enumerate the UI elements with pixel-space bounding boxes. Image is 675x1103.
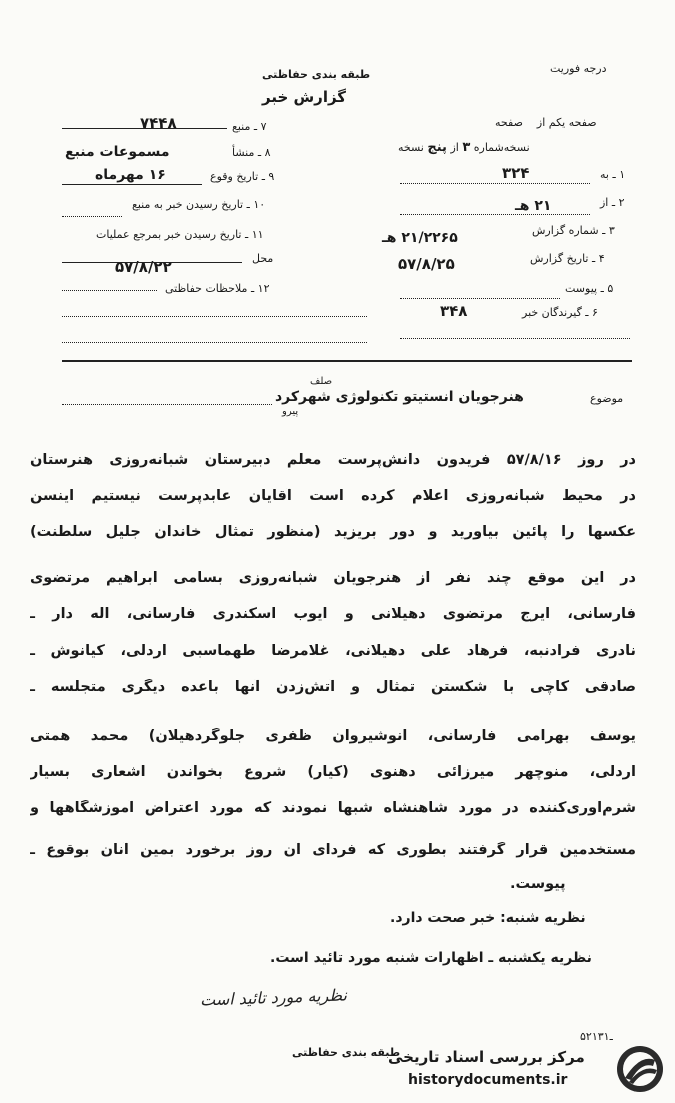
body-line: در این موقع چند نفر از هنرجویان شبانه‌روزی بسامی ابراهیم مرتضوی: [30, 570, 636, 586]
watermark-title: مرکز بررسی اسناد تاریخی: [388, 1048, 585, 1066]
from-label: ۲ ـ از: [600, 196, 625, 209]
to-value: ۳۲۴: [502, 164, 530, 182]
report-no-value: ۲۱/۲۲۶۵ هـ: [382, 230, 458, 246]
body-line: پیوست.: [510, 876, 566, 892]
from-line: [400, 214, 590, 215]
recipients-label: ۶ ـ گیرندگان خبر: [522, 306, 598, 319]
event-date-line: [62, 184, 202, 185]
received-hq-label: ۱۱ ـ تاریخ رسیدن خبر بمرجع عملیات: [96, 228, 264, 241]
body-line: نادری فرادنبه، فرهاد علی دهیلانی، غلامرضا طهماسبی اردلی، کیانوش ـ: [30, 643, 636, 659]
right-blank-line: [400, 338, 630, 339]
security-notes-label: ۱۲ ـ ملاحظات حفاظتی: [165, 282, 270, 295]
subject-line: [62, 404, 272, 405]
body-line: در روز ۵۷/۸/۱۶ فریدون دانش‌پرست معلم دبیرستان شبانه‌روزی هنرستان: [30, 452, 636, 468]
report-date-value: ۵۷/۸/۲۵: [398, 255, 455, 273]
event-date-value: ۱۶ مهرماه: [95, 167, 166, 183]
place-value: ۵۷/۸/۲۲: [115, 258, 172, 276]
body-line: اردلی، منوچهر میرزائی دهنوی (کیار) شروع بخواندن اشعاری بسیار: [30, 764, 636, 780]
subject-note-bottom: پیرو: [282, 406, 299, 417]
body-line: مستخدمین قرار گرفتند بطوری که فردای آن روز برخورد بمین آنان بوقوع ـ: [30, 842, 636, 858]
attachment-label: ۵ ـ پیوست: [565, 282, 614, 295]
attachment-line: [400, 298, 560, 299]
archive-logo-icon: [615, 1044, 665, 1094]
body-line: عکسها را پائین بیاورید و دور بریزید (منظور تمثال خاندان جلیل سلطنت): [30, 524, 636, 540]
subject-text: هنرجویان انستیتو تکنولوژی شهرکرد: [275, 389, 524, 405]
body-line: شرم‌آوری‌کننده در مورد شاهنشاه شبها نمودند که مورد اعتراض آموزشگاهها و: [30, 800, 636, 816]
source-label: ۷ ـ منبع: [232, 120, 267, 133]
body-line: در محیط شبانه‌روزی اعلام کرده است آقایان عابدپرست نیستیم اینسن: [30, 488, 636, 504]
report-date-label: ۴ ـ تاریخ گزارش: [530, 252, 605, 265]
classification-top: طبقه بندی حفاظتی: [262, 68, 371, 81]
second-opinion: نظریه یکشنبه ـ اظهارات شنبه مورد تائید است.: [270, 950, 592, 966]
header-divider: [62, 360, 632, 362]
subject-note-top: صلف: [310, 376, 333, 387]
watermark-url: historydocuments.ir: [408, 1072, 568, 1088]
source-value: ۷۴۴۸: [140, 114, 177, 132]
handwritten-opinion: نظریه مورد تائید است: [199, 985, 348, 1010]
security-notes-line: [62, 290, 157, 291]
left-blank-line-1: [62, 316, 367, 317]
copy-number-row: نسخه‌شماره ٣ از پنج نسخه: [398, 140, 530, 155]
report-no-label: ۳ ـ شماره گزارش: [532, 224, 615, 237]
place-line: [62, 262, 242, 263]
origin-label: ۸ ـ منشأ: [232, 146, 271, 159]
to-label: ۱ ـ به: [600, 168, 626, 181]
to-line: [400, 183, 590, 184]
classification-bottom: طبقه بندی حفاظتی: [292, 1046, 401, 1059]
urgency-label: درجه فوریت: [550, 62, 607, 75]
received-source-line: [62, 216, 122, 217]
form-code: ۵۲ـ۱۳۱: [580, 1030, 613, 1043]
page-label: صفحه یکم از صفحه: [495, 116, 597, 129]
received-source-label: ۱۰ ـ تاریخ رسیدن خبر به منبع: [132, 198, 266, 211]
left-blank-line-2: [62, 342, 367, 343]
source-line: [62, 128, 227, 129]
report-title: گزارش خبر: [262, 88, 347, 106]
source-opinion: نظریه شنبه: خبر صحت دارد.: [390, 910, 586, 926]
origin-value: مسموعات منبع: [65, 144, 170, 160]
place-label: محل: [252, 252, 274, 265]
body-line: صادقی کاچی با شکستن تمثال و آتش‌زدن آنها باعده دیگری متجلسه ـ: [30, 679, 636, 695]
body-line: یوسف بهرامی فارسانی، انوشیروان ظفری جلوگردهیلان) محمد همتی: [30, 728, 636, 744]
from-value: ۲۱ هـ: [515, 198, 552, 214]
subject-label: موضوع: [590, 392, 624, 405]
recipients-value: ۳۴۸: [440, 302, 468, 320]
event-date-label: ۹ ـ تاریخ وقوع: [210, 170, 275, 183]
body-line: فارسانی، ایرج مرتضوی دهیلانی و ایوب اسکندری فارسانی، اله دار ـ: [30, 606, 636, 622]
